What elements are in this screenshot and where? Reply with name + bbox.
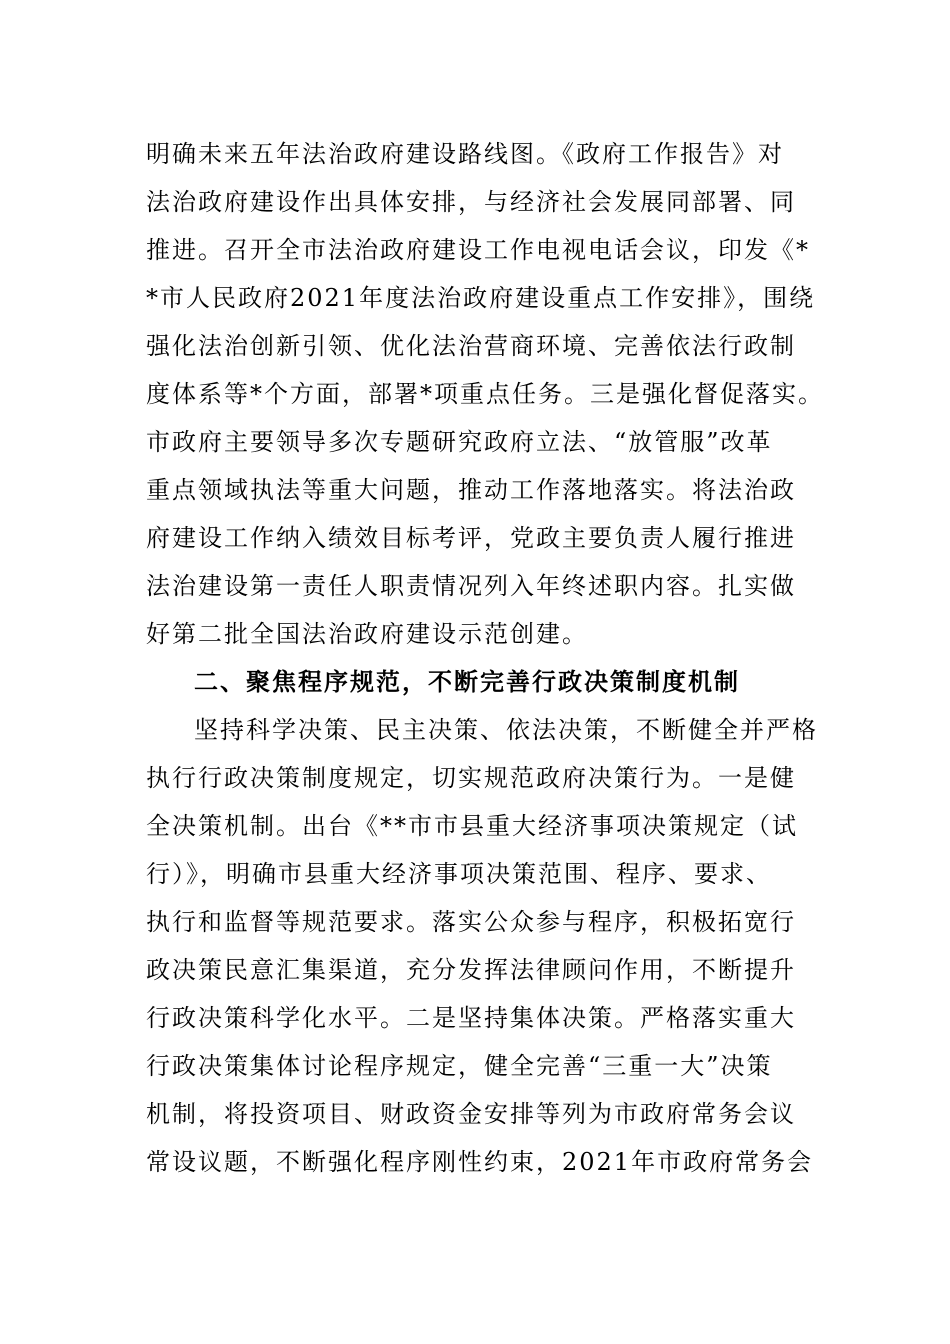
paragraph-line: 推进。召开全市法治政府建设工作电视电话会议，印发《*: [146, 236, 810, 264]
paragraph-line: 行政决策集体讨论程序规定，健全完善“三重一大”决策: [146, 1052, 773, 1080]
paragraph-line: *市人民政府2021年度法治政府建设重点工作安排》，围绕: [146, 284, 816, 312]
paragraph-line: 行）》，明确市县重大经济事项决策范围、程序、要求、: [146, 860, 772, 888]
paragraph-line: 执行和监督等规范要求。落实公众参与程序，积极拓宽行: [146, 908, 796, 936]
section-heading: 二、聚焦程序规范，不断完善行政决策制度机制: [194, 668, 740, 696]
paragraph-line: 法治建设第一责任人职责情况列入年终述职内容。扎实做: [146, 572, 796, 600]
paragraph-line: 常设议题，不断强化程序刚性约束，2021年市政府常务会: [146, 1148, 814, 1176]
paragraph-line: 机制，将投资项目、财政资金安排等列为市政府常务会议: [146, 1100, 796, 1128]
paragraph-line: 坚持科学决策、民主决策、依法决策，不断健全并严格: [194, 716, 818, 744]
paragraph-line: 好第二批全国法治政府建设示范创建。: [146, 620, 588, 648]
paragraph-line: 市政府主要领导多次专题研究政府立法、“放管服”改革: [146, 428, 773, 456]
paragraph-line: 法治政府建设作出具体安排，与经济社会发展同部署、同: [146, 188, 796, 216]
paragraph-line: 府建设工作纳入绩效目标考评，党政主要负责人履行推进: [146, 524, 796, 552]
paragraph-line: 度体系等*个方面，部署*项重点任务。三是强化督促落实。: [146, 380, 824, 408]
paragraph-line: 执行行政决策制度规定，切实规范政府决策行为。一是健: [146, 764, 796, 792]
paragraph-line: 全决策机制。出台《**市市县重大经济事项决策规定（试: [146, 812, 798, 840]
paragraph-line: 重点领域执法等重大问题，推动工作落地落实。将法治政: [146, 476, 796, 504]
paragraph-line: 强化法治创新引领、优化法治营商环境、完善依法行政制: [146, 332, 796, 360]
paragraph-line: 明确未来五年法治政府建设路线图。《政府工作报告》对: [146, 140, 784, 168]
paragraph-line: 政决策民意汇集渠道，充分发挥法律顾问作用，不断提升: [146, 956, 796, 984]
paragraph-line: 行政决策科学化水平。二是坚持集体决策。严格落实重大: [146, 1004, 796, 1032]
